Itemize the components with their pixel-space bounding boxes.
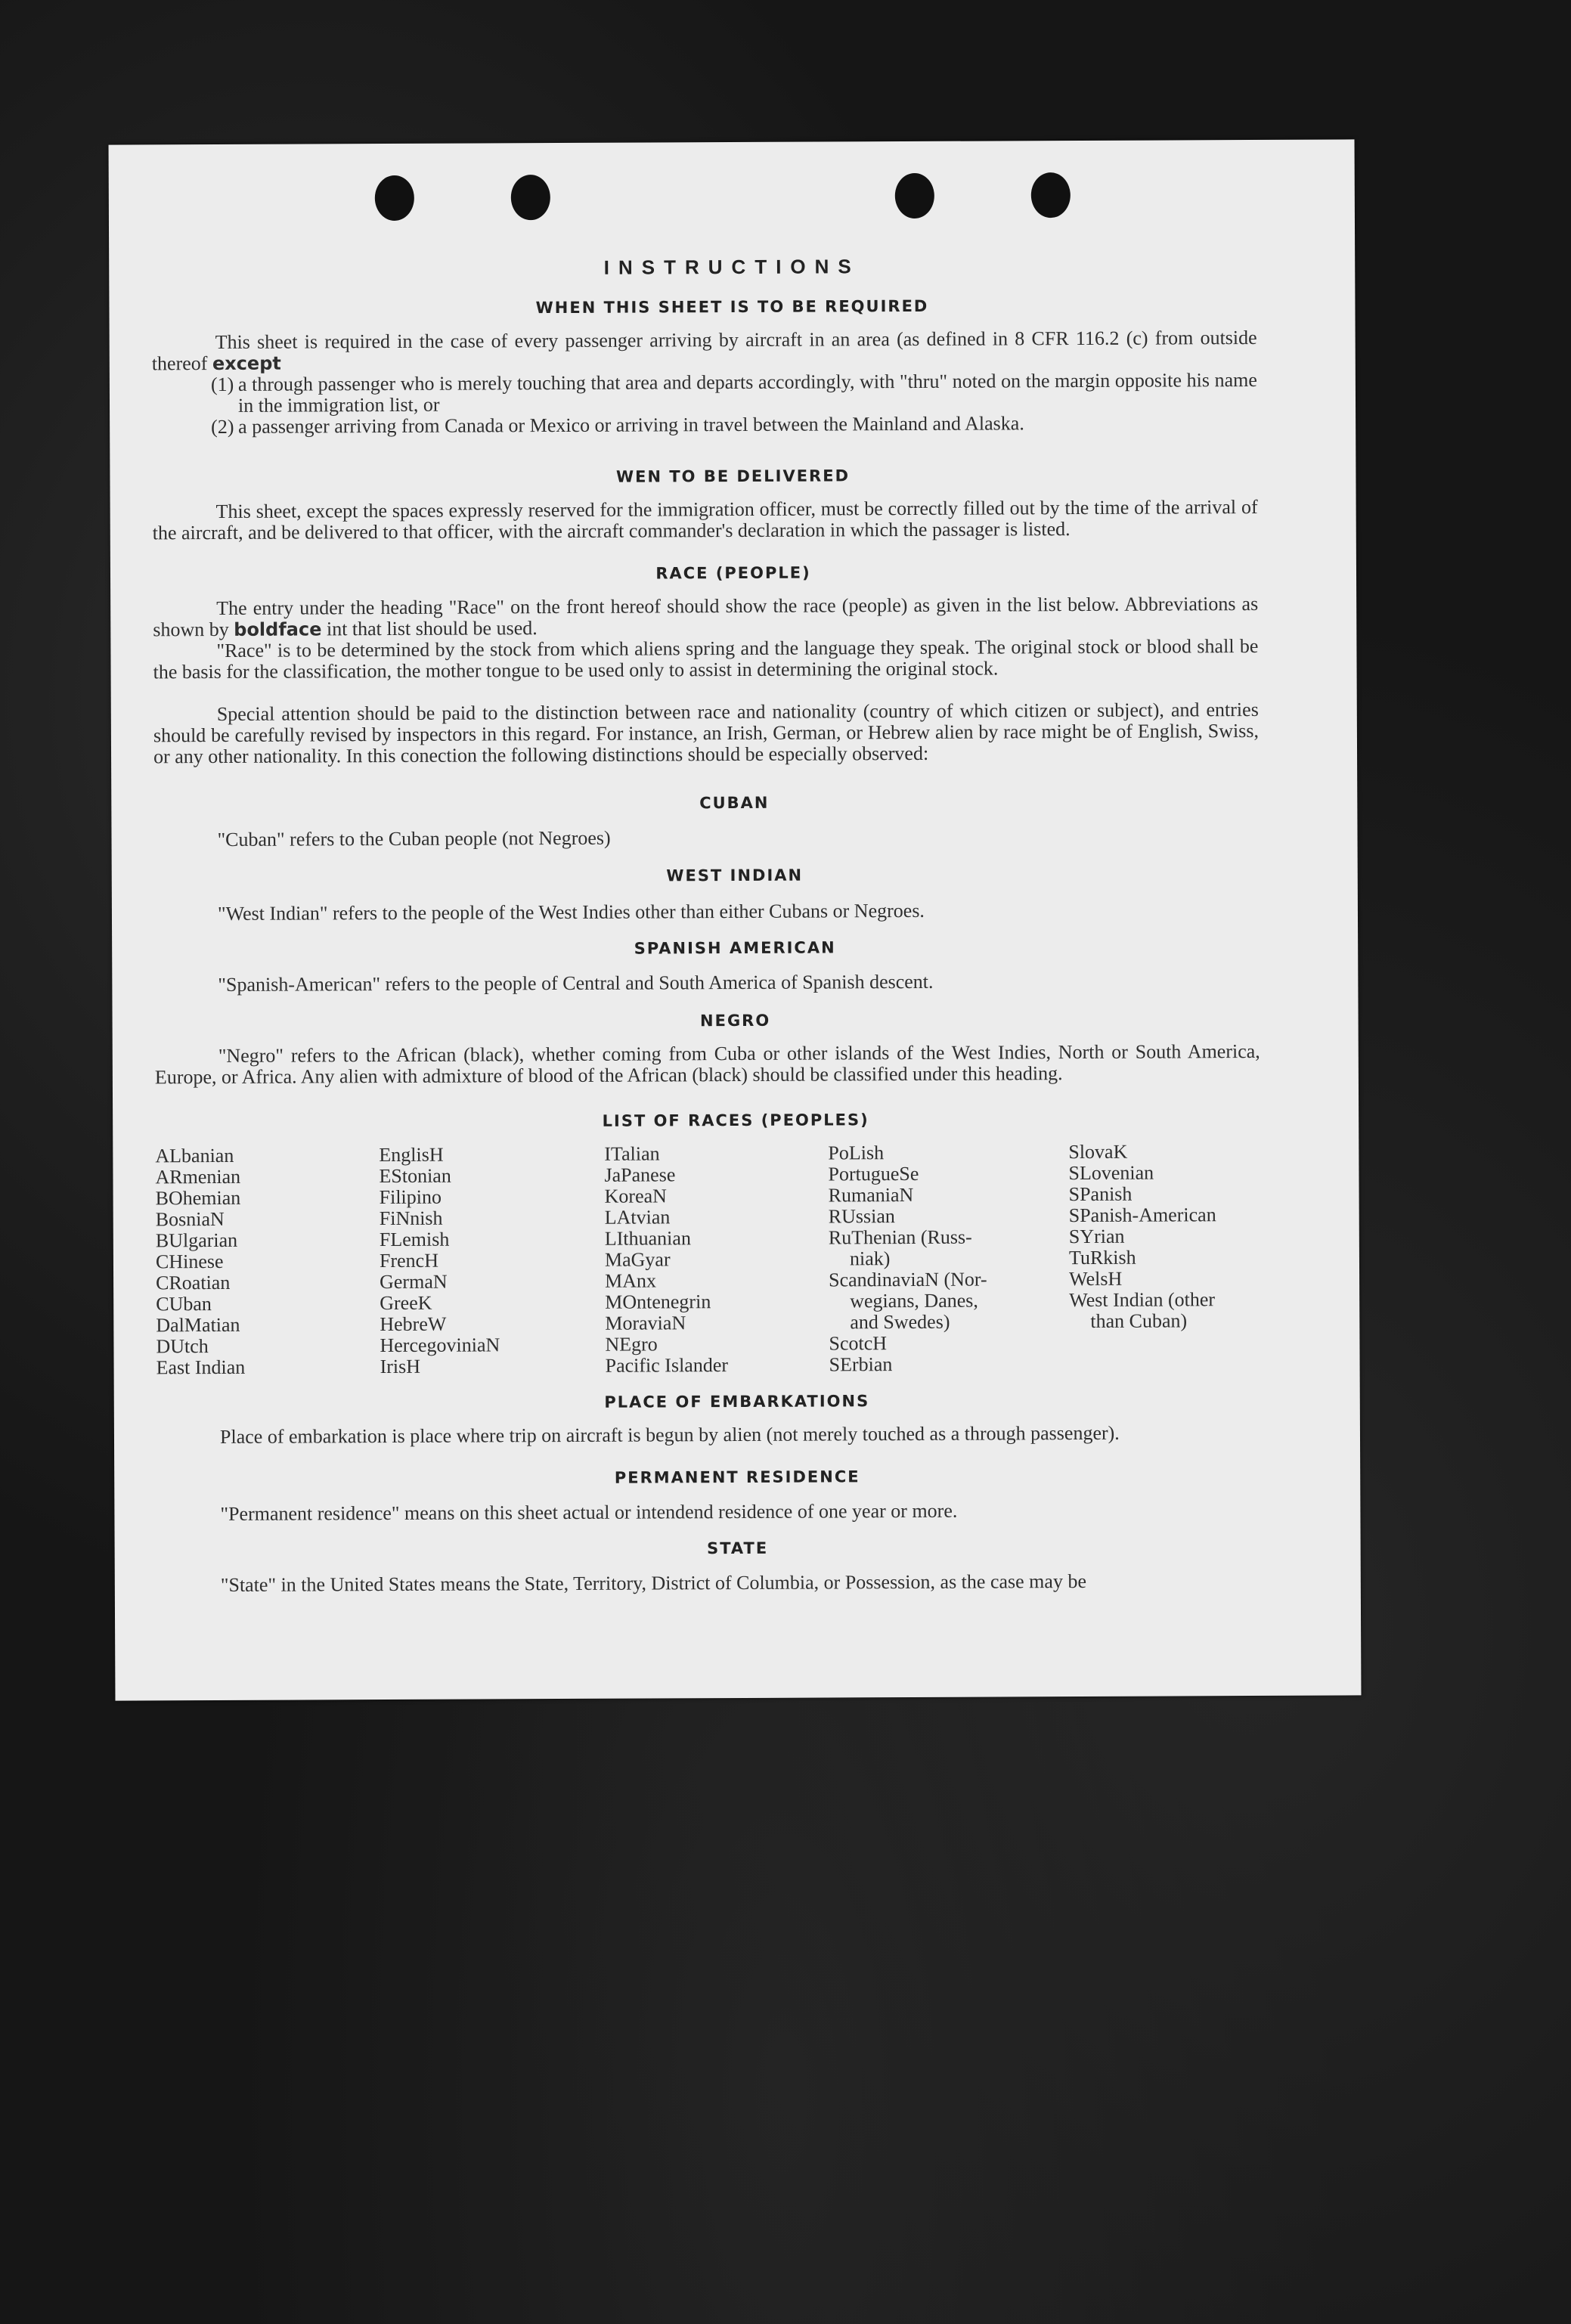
paragraph-embarkation [156, 1422, 1262, 1448]
race-boldface: boldface [234, 618, 322, 640]
races-column-4 [828, 1142, 987, 1376]
race-entry: and Swedes) [850, 1310, 950, 1334]
negro-text: "Negro" refers to the African (black), whether coming from Cuba or other islands of the West Indies, North or South America, Europe, or Africa. Any alien with admixture of blood of the African (black) should be classified under this heading. [154, 1040, 1260, 1089]
race-entry: SPanish-American [1068, 1204, 1216, 1227]
race-entry: SYrian [1068, 1225, 1125, 1248]
race-entry: ITalian [604, 1142, 660, 1165]
embarkation-text: Place of embarkation is place where trip on aircraft is begun by alien (not merely touched as a through passenger). [219, 1421, 1120, 1448]
heading-delivered: WEN TO BE DELIVERED [615, 466, 851, 486]
race-entry: RuThenian (Russ- [828, 1226, 972, 1249]
race-entry: MoraviaN [605, 1312, 686, 1334]
race-entry: MAnx [605, 1269, 657, 1292]
race-entry: CUban [156, 1293, 212, 1315]
race-entry: West Indian (other [1069, 1288, 1216, 1312]
paragraph-west-indian [154, 899, 1260, 925]
heading-list-of-races: LIST OF RACES (PEOPLES) [602, 1111, 869, 1130]
heading-embarkation: PLACE OF EMBARKATIONS [604, 1392, 870, 1411]
race-entry: Pacific Islander [605, 1354, 729, 1377]
race-entry: HercegoviniaN [380, 1334, 500, 1357]
race-entry: wegians, Danes, [850, 1289, 978, 1312]
race-entry: TuRkish [1068, 1246, 1136, 1269]
races-column-5 [1068, 1141, 1216, 1332]
race-entry: FLemish [379, 1228, 450, 1251]
race-entry: FrencH [379, 1249, 439, 1272]
race-entry: LIthuanian [604, 1227, 691, 1250]
heading-spanish-american: SPANISH AMERICAN [634, 938, 836, 958]
paragraph-residence [156, 1499, 1262, 1525]
race-entry: than Cuban) [1090, 1309, 1188, 1332]
west-indian-text: "West Indian" refers to the people of the West Indies other than either Cubans or Negroes. [217, 899, 925, 925]
race-entry: LAtvian [604, 1206, 671, 1229]
heading-residence: PERMANENT RESIDENCE [614, 1467, 860, 1487]
race-entry: CRoatian [156, 1271, 231, 1294]
race-entry: HebreW [380, 1312, 447, 1336]
race-entry: IrisH [380, 1355, 421, 1378]
race-p1-end: int that list should be used. [326, 617, 538, 640]
race-entry: SlovaK [1068, 1140, 1128, 1164]
races-column-1 [155, 1145, 245, 1379]
heading-negro: NEGRO [699, 1011, 771, 1030]
race-entry: GermaN [380, 1270, 448, 1294]
instruction-sheet [109, 139, 1362, 1700]
race-entry: BUlgarian [155, 1229, 238, 1252]
required-intro: This sheet is required in the case of every passenger arriving by aircraft in an area (as defined in 8 CFR 116.2 (c) from outside thereof [151, 326, 1257, 375]
residence-text: "Permanent residence" means on this sheet actual or intendend residence of one year or more. [220, 1499, 958, 1525]
race-entry: BosniaN [155, 1207, 225, 1231]
heading-cuban: CUBAN [699, 793, 770, 813]
race-entry: DalMatian [156, 1313, 240, 1337]
race-entry: PortugueSe [828, 1162, 919, 1185]
punch-hole [1031, 172, 1071, 218]
race-entry: Filipino [379, 1185, 442, 1209]
race-entry: RumaniaN [828, 1183, 914, 1207]
punch-hole [511, 175, 550, 220]
race-entry: ScandinaviaN (Nor- [829, 1268, 987, 1291]
item-text: a through passenger who is merely touching that area and departs accordingly, with "thru" noted on the margin opposite his name in the immigration list, or [237, 368, 1257, 417]
paragraph-delivered [153, 497, 1258, 544]
race-entry: NEgro [605, 1333, 658, 1356]
races-column-3 [604, 1143, 728, 1377]
heading-required: WHEN THIS SHEET IS TO BE REQUIRED [535, 296, 929, 318]
paragraph-race-2 [153, 636, 1258, 683]
race-entry: SPanish [1068, 1182, 1133, 1206]
race-entry: MOntenegrin [605, 1291, 711, 1313]
race-entry: East Indian [156, 1356, 246, 1379]
race-p3: Special attention should be paid to the distinction between race and nationality (country of which citizen or subject), and entries should be carefully revised by inspectors in this regard. For instance, an Irish, German, or Hebrew alien by race might be of English, Swiss, or any other nationality. In this conection the following distinctions should be especially observed: [153, 698, 1259, 768]
delivered-text: This sheet, except the spaces expressly reserved for the immigration officer, must be correctly filled out by the time of the arrival of the aircraft, and be delivered to that officer, with the aircraft commander's declaration in which the passager is listed. [152, 495, 1258, 544]
race-entry: DUtch [156, 1335, 209, 1358]
paragraph-negro [155, 1041, 1260, 1088]
item-number: (1) [210, 373, 234, 396]
race-entry: FiNnish [379, 1207, 443, 1230]
race-entry: WelsH [1069, 1267, 1123, 1291]
race-entry: EStonian [379, 1164, 451, 1188]
race-entry: niak) [849, 1247, 891, 1270]
race-p2: "Race" is to be determined by the stock from which aliens spring and the language they speak. The original stock or blood shall be the basis for the classification, the mother tongue to be used only to assist in determining the original stock. [153, 634, 1259, 683]
paragraph-required [152, 327, 1257, 374]
cuban-text: "Cuban" refers to the Cuban people (not Negroes) [217, 826, 611, 851]
race-p1: The entry under the heading "Race" on the front hereof should show the race (people) as given in the list below. Abbreviations as shown by [153, 592, 1259, 641]
race-entry: ScotcH [829, 1332, 888, 1355]
races-column-2 [379, 1144, 500, 1377]
required-except: except [212, 352, 281, 375]
race-entry: PoLish [828, 1142, 885, 1164]
heading-west-indian: WEST INDIAN [666, 866, 804, 885]
race-entry: JaPanese [604, 1164, 676, 1186]
race-entry: RUssian [828, 1205, 895, 1228]
race-entry: EnglisH [379, 1143, 444, 1167]
race-entry: BOhemian [155, 1186, 241, 1210]
race-entry: ALbanian [155, 1144, 234, 1167]
paragraph-race-1 [153, 593, 1258, 640]
paragraph-state [157, 1570, 1263, 1596]
punch-hole [895, 173, 934, 218]
item-number: (2) [211, 415, 234, 438]
punch-hole [375, 175, 414, 221]
race-entry: ARmenian [155, 1165, 241, 1188]
paragraph-spanish-american [154, 970, 1260, 996]
spanish-american-text: "Spanish-American" refers to the people of Central and South America of Spanish descent. [218, 970, 934, 996]
paragraph-race-3 [153, 699, 1259, 767]
page-title: INSTRUCTIONS [603, 255, 860, 279]
heading-race: RACE (PEOPLE) [655, 563, 811, 583]
state-text: "State" in the United States means the State, Territory, District of Columbia, or Possession, as the case may be [220, 1569, 1087, 1596]
race-entry: MaGyar [604, 1248, 671, 1271]
race-entry: SErbian [829, 1353, 893, 1376]
race-entry: CHinese [155, 1250, 224, 1273]
item-text: a passenger arriving from Canada or Mexico or arriving in travel between the Mainland and Alaska. [238, 412, 1024, 438]
race-entry: KoreaN [604, 1185, 667, 1207]
race-entry: SLovenian [1068, 1161, 1154, 1185]
race-entry: GreeK [380, 1291, 432, 1315]
heading-state: STATE [707, 1538, 769, 1558]
paragraph-cuban [153, 825, 1259, 851]
